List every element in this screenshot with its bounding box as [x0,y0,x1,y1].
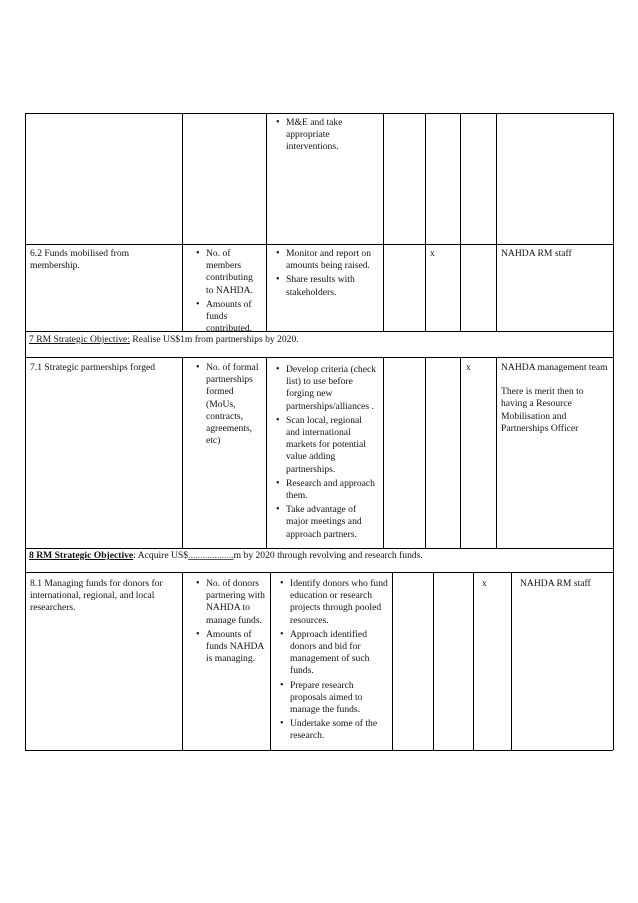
indicator-item: • No. of members contributing to NAHDA. [206,248,262,297]
activity-item: • Take advantage of major meetings and approach partners. [286,504,378,541]
table-rule [25,572,613,573]
objective-label: 8 RM Strategic Objective [29,550,134,561]
table-rule [182,572,183,750]
mark-cell: x [430,248,435,259]
activities-cell [274,576,392,747]
responsible-text: NAHDA management team [501,362,608,373]
activity-item: • Scan local, regional and international markets for potential value adding partnerships. [286,415,378,476]
table-rule [182,357,183,548]
table-rule [433,572,434,750]
objective-text: Realise US$1m from partnerships by 2020. [129,334,299,345]
responsible-note: There is merit then to having a Resource Mobilisation and Partnerships Officer [501,386,584,434]
activity-item: • Identify donors who fund education or research projects through pooled resources. [290,578,388,627]
objective-7-heading [29,334,299,346]
table-rule [511,572,512,750]
activity-item: • Research and approach them. [286,478,378,502]
objective-8-heading [29,550,423,562]
indicators-cell [190,360,266,451]
table-rule [266,113,267,331]
objective-label: 7 RM Strategic Objective: [29,334,130,345]
activities-cell [270,246,382,303]
table-rule [460,357,461,548]
table-rule [270,572,271,750]
indicator-item: • No. of donors partnering with NAHDA to manage funds. [206,578,266,627]
indicator-item: • Amounts of funds NAHDA is managing. [206,629,266,666]
table-rule [425,113,426,331]
table-rule [613,557,614,750]
table-rule [25,750,613,751]
responsible-cell [497,360,613,437]
table-rule [383,357,384,548]
mark-cell: x [466,362,471,373]
activity-item: • Share results with stakeholders. [286,274,378,298]
activity-item: • Monitor and report on amounts being raised. [286,248,378,272]
activity-item: • Undertake some of the research. [290,718,388,742]
activity-item: • Prepare research proposals aimed to manage the funds. [290,680,388,717]
objective-text: m by 2020 through revolving and research funds. [233,550,423,561]
indicators-cell [190,576,270,669]
table-rule [613,113,614,331]
table-rule [496,113,497,331]
output-cell: 6.2 Funds mobilised from membership. [30,248,130,272]
table-rule [182,113,183,331]
activities-cell [270,115,382,158]
responsible-cell: NAHDA RM staff [501,248,572,259]
table-rule [25,357,613,358]
table-rule [613,331,614,557]
table-rule [460,113,461,331]
activity-item: • Approach identified donors and bid for management of such funds. [290,629,388,678]
objective-blank: ................... [188,550,234,561]
activity-item: • M&E and take appropriate interventions. [286,117,378,154]
table-rule [25,113,26,331]
activities-cell [270,362,382,545]
table-rule [266,357,267,548]
objective-text: : Acquire US$ [133,550,189,561]
table-rule [383,113,384,331]
activity-item: • Develop criteria (check list) to use before forging new partnerships/alliances . [286,364,378,413]
table-rule [425,357,426,548]
indicator-item: • No. of formal partnerships formed (MoUs, contracts, agreements, etc) [206,362,262,447]
table-rule [25,331,613,332]
table-rule [25,113,613,114]
indicator-item: • Amounts of funds contributed. [206,299,262,336]
table-rule [25,244,613,245]
table-rule [473,572,474,750]
table-rule [392,572,393,750]
indicators-cell [190,246,266,339]
output-cell: 8.1 Managing funds for donors for international, regional, and local researchers. [30,578,163,614]
responsible-cell: NAHDA RM staff [520,578,591,589]
table-rule [25,548,613,549]
mark-cell: x [482,578,487,589]
output-cell: 7.1 Strategic partnerships forged [30,362,156,373]
